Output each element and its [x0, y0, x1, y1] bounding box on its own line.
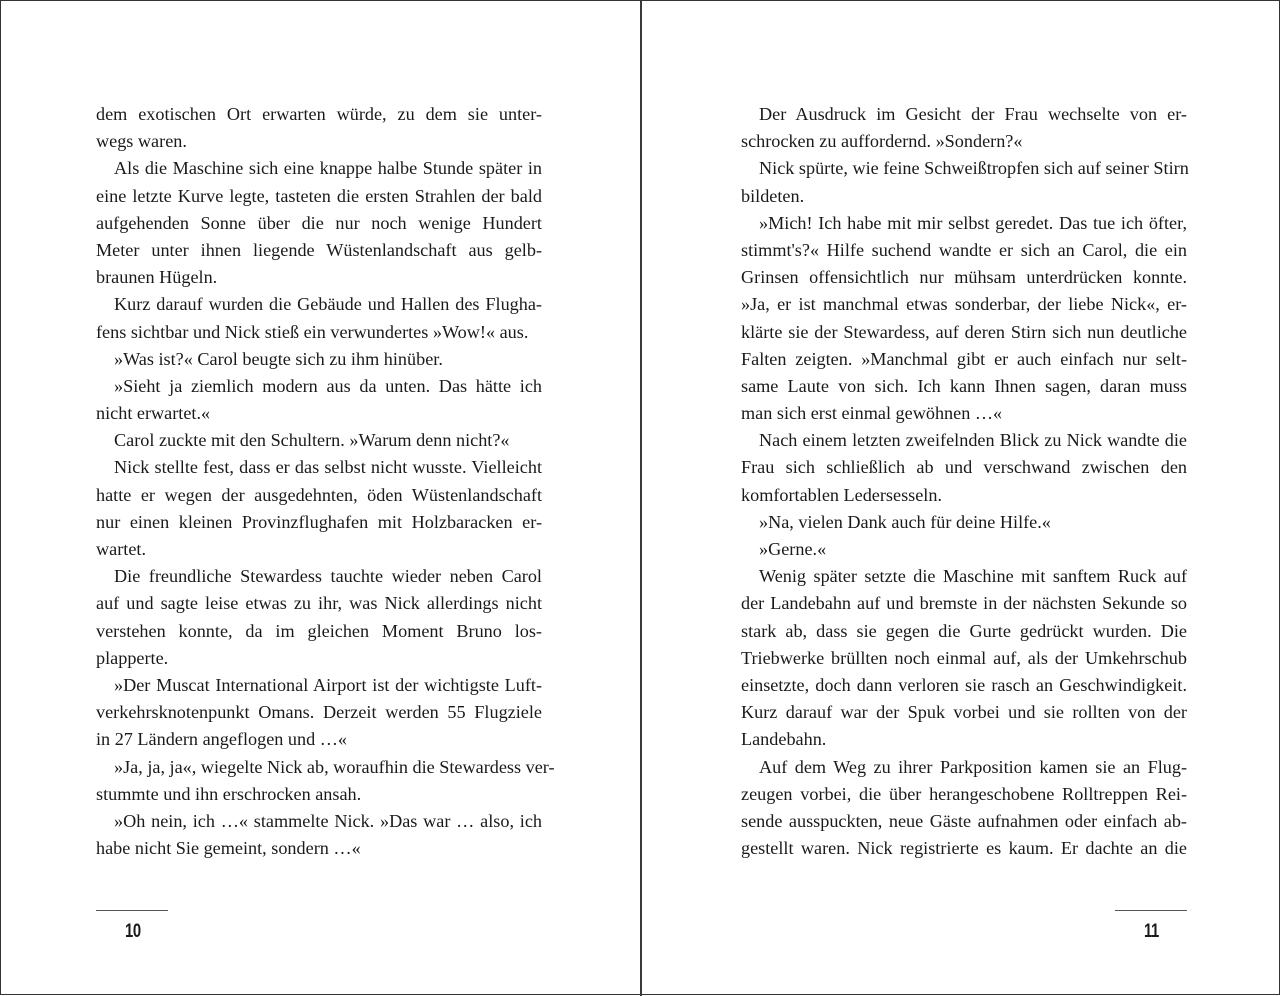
text-line: nicht erwartet.« — [96, 403, 211, 424]
text-line: der Landebahn auf und bremste in der nächsten Sekunde so — [741, 593, 1187, 614]
page-number: 11 — [1144, 921, 1159, 942]
text-line: eine letzte Kurve legte, tasteten die ersten Strahlen der bald — [96, 185, 542, 206]
text-line: same Laute von sich. Ich kann Ihnen sagen, daran muss — [741, 375, 1187, 396]
text-line: stimmt's?« Hilfe suchend wandte er sich an Carol, die ein — [741, 239, 1187, 260]
text-line: Als die Maschine sich eine knappe halbe Stunde später in — [114, 158, 542, 179]
text-line: habe nicht Sie gemeint, sondern …« — [96, 838, 361, 859]
text-line: Wenig später setzte die Maschine mit sanftem Ruck auf — [759, 566, 1187, 587]
text-line: nur einen kleinen Provinzflughafen mit Holzbaracken er- — [96, 511, 542, 532]
text-line: stummte und ihn erschrocken ansah. — [96, 783, 362, 804]
text-line: gestellt waren. Nick registrierte es kaum. Er dachte an die — [741, 838, 1187, 859]
text-line: einsetzte, doch dann verloren sie rasch an Geschwindigkeit. — [741, 674, 1187, 695]
text-line: Kurz darauf war der Spuk vorbei und sie rollten von der — [741, 702, 1187, 723]
text-line: »Gerne.« — [759, 539, 827, 559]
text-line: Die freundliche Stewardess tauchte wieder neben Carol — [114, 566, 542, 587]
text-line: Landebahn. — [741, 729, 827, 750]
text-line: Falten zeigten. »Manchmal gibt er auch einfach nur selt- — [741, 348, 1187, 369]
text-line: »Der Muscat International Airport ist der wichtigste Luft- — [114, 674, 542, 695]
text-line: Nick stellte fest, dass er das selbst nicht wusste. Vielleicht — [114, 457, 542, 478]
text-line: stark ab, dass sie gegen die Gurte gedrückt wurden. Die — [741, 620, 1187, 641]
text-line: Der Ausdruck im Gesicht der Frau wechselte von er- — [759, 104, 1187, 124]
text-line: in 27 Ländern angeflogen und …« — [96, 729, 348, 750]
text-line: Nach einem letzten zweifelnden Blick zu Nick wandte die — [759, 430, 1187, 451]
text-line: verstehen konnte, da im gleichen Moment Bruno los- — [96, 620, 542, 641]
text-line: dem exotischen Ort erwarten würde, zu dem sie unter- — [96, 104, 542, 124]
text-line: Meter unter ihnen liegende Wüstenlandschaft aus gelb- — [96, 239, 542, 260]
text-line: klärte sie der Stewardess, auf deren Stirn sich nun deutliche — [741, 321, 1187, 342]
text-line: zeugen vorbei, die über herangeschobene Rolltreppen Rei- — [741, 783, 1187, 804]
right-page-body — [741, 101, 1187, 862]
text-line: Triebwerke brüllten noch einmal auf, als der Umkehrschub — [741, 647, 1187, 668]
text-line: »Na, vielen Dank auch für deine Hilfe.« — [759, 511, 1051, 532]
text-line: sende ausspuckten, neue Gäste aufnahmen oder einfach ab- — [741, 810, 1187, 831]
text-line: bildeten. — [741, 185, 805, 206]
text-line: verkehrsknotenpunkt Omans. Derzeit werden 55 Flugziele — [96, 702, 542, 723]
text-line: fens sichtbar und Nick stieß ein verwundertes »Wow!« aus. — [96, 321, 529, 342]
text-line: plapperte. — [96, 647, 169, 668]
text-line: »Mich! Ich habe mit mir selbst geredet. Das tue ich öfter, — [759, 212, 1187, 233]
text-line: »Oh nein, ich …« stammelte Nick. »Das war … also, ich — [114, 810, 542, 831]
page-number: 10 — [125, 921, 141, 942]
text-line: Nick spürte, wie feine Schweißtropfen sich auf seiner Stirn — [759, 158, 1189, 179]
text-line: Grinsen offensichtlich nur mühsam unterdrücken konnte. — [741, 267, 1187, 288]
text-line: man sich erst einmal gewöhnen …« — [741, 403, 1003, 424]
text-line: Carol zuckte mit den Schultern. »Warum denn nicht?« — [114, 430, 510, 451]
text-line: »Ja, ja, ja«, wiegelte Nick ab, woraufhin die Stewardess ver- — [114, 756, 555, 777]
left-page — [1, 1, 640, 996]
text-line: Frau sich schließlich ab und verschwand zwischen den — [741, 457, 1187, 478]
left-page-body — [96, 101, 555, 862]
text-line: aufgehenden Sonne über die nur noch wenige Hundert — [96, 212, 542, 233]
text-line: Kurz darauf wurden die Gebäude und Hallen des Flugha- — [114, 294, 542, 315]
text-line: schrocken zu auffordernd. »Sondern?« — [741, 131, 1023, 152]
text-line: Auf dem Weg zu ihrer Parkposition kamen sie an Flug- — [759, 756, 1187, 777]
text-line: »Was ist?« Carol beugte sich zu ihm hinüber. — [114, 348, 443, 369]
footer-rule — [96, 910, 168, 911]
text-line: wegs waren. — [96, 131, 187, 152]
right-page — [642, 1, 1280, 996]
text-line: komfortablen Ledersesseln. — [741, 484, 943, 505]
footer-rule — [1115, 910, 1187, 911]
text-line: wartet. — [96, 539, 146, 559]
text-line: »Sieht ja ziemlich modern aus da unten. Das hätte ich — [114, 375, 542, 396]
text-line: hatte er wegen der ausgedehnten, öden Wüstenlandschaft — [96, 484, 542, 505]
text-line: auf und sagte leise etwas zu ihr, was Nick allerdings nicht — [96, 593, 542, 614]
text-line: braunen Hügeln. — [96, 267, 218, 288]
text-line: »Ja, er ist manchmal etwas sonderbar, der liebe Nick«, er- — [741, 294, 1187, 315]
